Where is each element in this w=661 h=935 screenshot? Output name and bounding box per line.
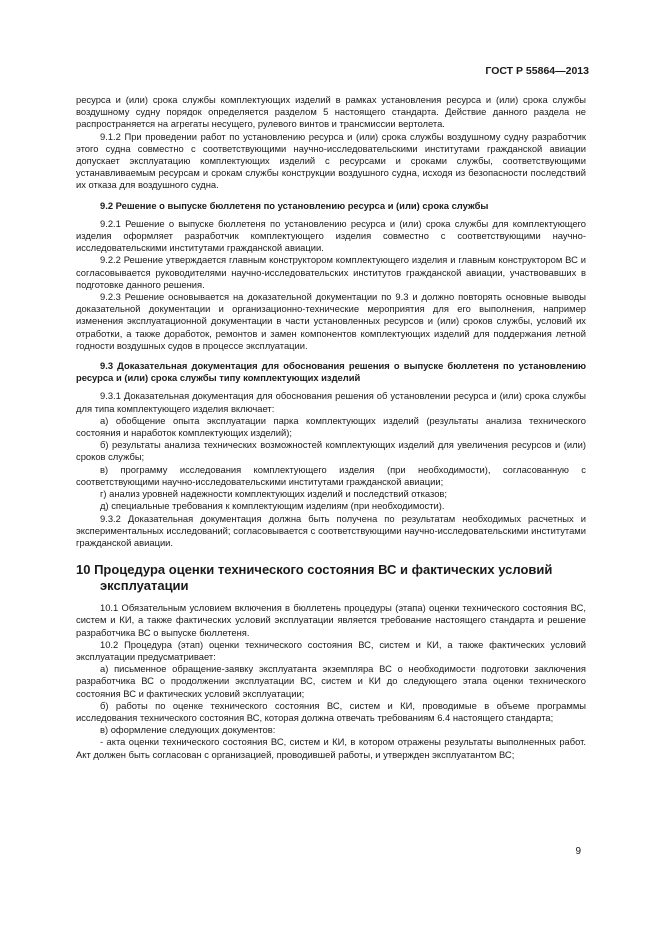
paragraph: ресурса и (или) срока службы комплектующих изделий в рамках установления ресурса и (или) срока службы воздушному судну порядок определяется разделом 5 настоящего стандарта. Действие данного раздела не распространяется на агрегаты несущего, рулевого винтов и трансмиссии вертолета.	[76, 94, 586, 130]
list-item: а) обобщение опыта эксплуатации парка комплектующих изделий (результаты анализа технического состояния и наработок комплектующих изделий);	[76, 414, 586, 439]
page-number: 9	[575, 846, 581, 857]
paragraph-9-2-3: 9.2.3 Решение основывается на доказательной документации по 9.3 и должно повторять основные выводы доказательной документации и организационно-технические мероприятия для его выполнения, например изменения эксплуатационной документации в части установленных ресурсов и (или) сроков службы, условий их отработки, а также доработок, ремонтов и замен компонентов комплектующих изделий для поддержания летной годности воздушных судов в процессе эксплуатации.	[76, 291, 586, 351]
paragraph-9-2-1: 9.2.1 Решение о выпуске бюллетеня по установлению ресурса и (или) срока службы для комплектующего изделия оформляет разработчик комплектующего изделия совместно с соответствующими научно-исследовательскими институтами гражданской авиации.	[76, 217, 586, 254]
list-item: д) специальные требования к комплектующим изделиям (при необходимости).	[100, 500, 445, 512]
page-body	[76, 94, 586, 761]
list-item: а) письменное обращение-заявку эксплуатанта экземпляра ВС о необходимости подготовки заключения разработчика ВС о продолжении эксплуатации ВС, систем и КИ до следующего этапа оценки технического состояния ВС и фактических условий эксплуатации;	[76, 663, 586, 699]
list-item: б) работы по оценке технического состояния ВС, систем и КИ, проводимые в объеме программы исследования технического состояния ВС, которая должна отвечать требованиям 6.4 настоящего стандарта;	[76, 699, 586, 723]
section-heading-9-3: 9.3 Доказательная документация для обоснования решения о выпуске бюллетеня по установлению ресурса и (или) срока службы типу комплектующих изделий	[76, 360, 586, 384]
section-heading-9-2: 9.2 Решение о выпуске бюллетеня по установлению ресурса и (или) срока службы	[100, 199, 489, 211]
list-item: в) оформление следующих документов:	[100, 724, 276, 736]
list-item: в) программу исследования комплектующего изделия (при необходимости), согласованную с соответствующими научно-исследовательскими институтами гражданской авиации;	[76, 463, 586, 487]
list-item: г) анализ уровней надежности комплектующих изделий и последствий отказов;	[100, 488, 448, 500]
list-item: - акта оценки технического состояния ВС, систем и КИ, в котором отражены результаты выполненных работ. Акт должен быть согласован с организацией, проводившей работы, и утвержден эксплуатантом ВС;	[76, 736, 586, 760]
chapter-heading-10: 10 Процедура оценки технического состояния ВС и фактических условий эксплуатации	[76, 562, 553, 594]
list-item: б) результаты анализа технических возможностей комплектующих изделий для увеличения ресурсов и (или) сроков службы;	[76, 439, 586, 463]
paragraph-9-2-2: 9.2.2 Решение утверждается главным конструктором комплектующего изделия и главным конструктором ВС и согласовывается руководителями научно-исследовательских институтов гражданской авиации, участвовавших в подготовке данного решения.	[76, 254, 586, 290]
paragraph-9-3-1: 9.3.1 Доказательная документация для обоснования решения об установлении ресурса и (или) срока службы для типа комплектующего изделия включает:	[76, 390, 586, 414]
paragraph-9-3-2: 9.3.2 Доказательная документация должна быть получена по результатам необходимых расчетных и экспериментальных исследований; согласовывается с соответствующими научно-исследовательскими институтами гражданской авиации.	[76, 512, 586, 548]
paragraph-10-2: 10.2 Процедура (этап) оценки технического состояния ВС, систем и КИ, а также фактических условий эксплуатации предусматривает:	[76, 638, 586, 662]
paragraph-10-1: 10.1 Обязательным условием включения в бюллетень процедуры (этапа) оценки технического состояния ВС, систем и КИ, а также фактических условий эксплуатации является требование настоящего стандарта и решение разработчика ВС о выпуске бюллетеня.	[76, 602, 586, 638]
paragraph-9-1-2: 9.1.2 При проведении работ по установлению ресурса и (или) срока службы воздушному судну разработчик этого судна совместно с соответствующими научно-исследовательскими институтами гражданской авиации допускает эксплуатацию комплектующих изделий с ресурсами и сроками службы, соответствующими устанавливаемым ресурсам и срокам службы конструкции воздушного судна, исходя из безопасности последствий их отказа для воздушного судна.	[76, 130, 586, 191]
standard-id: ГОСТ Р 55864—2013	[485, 65, 589, 77]
